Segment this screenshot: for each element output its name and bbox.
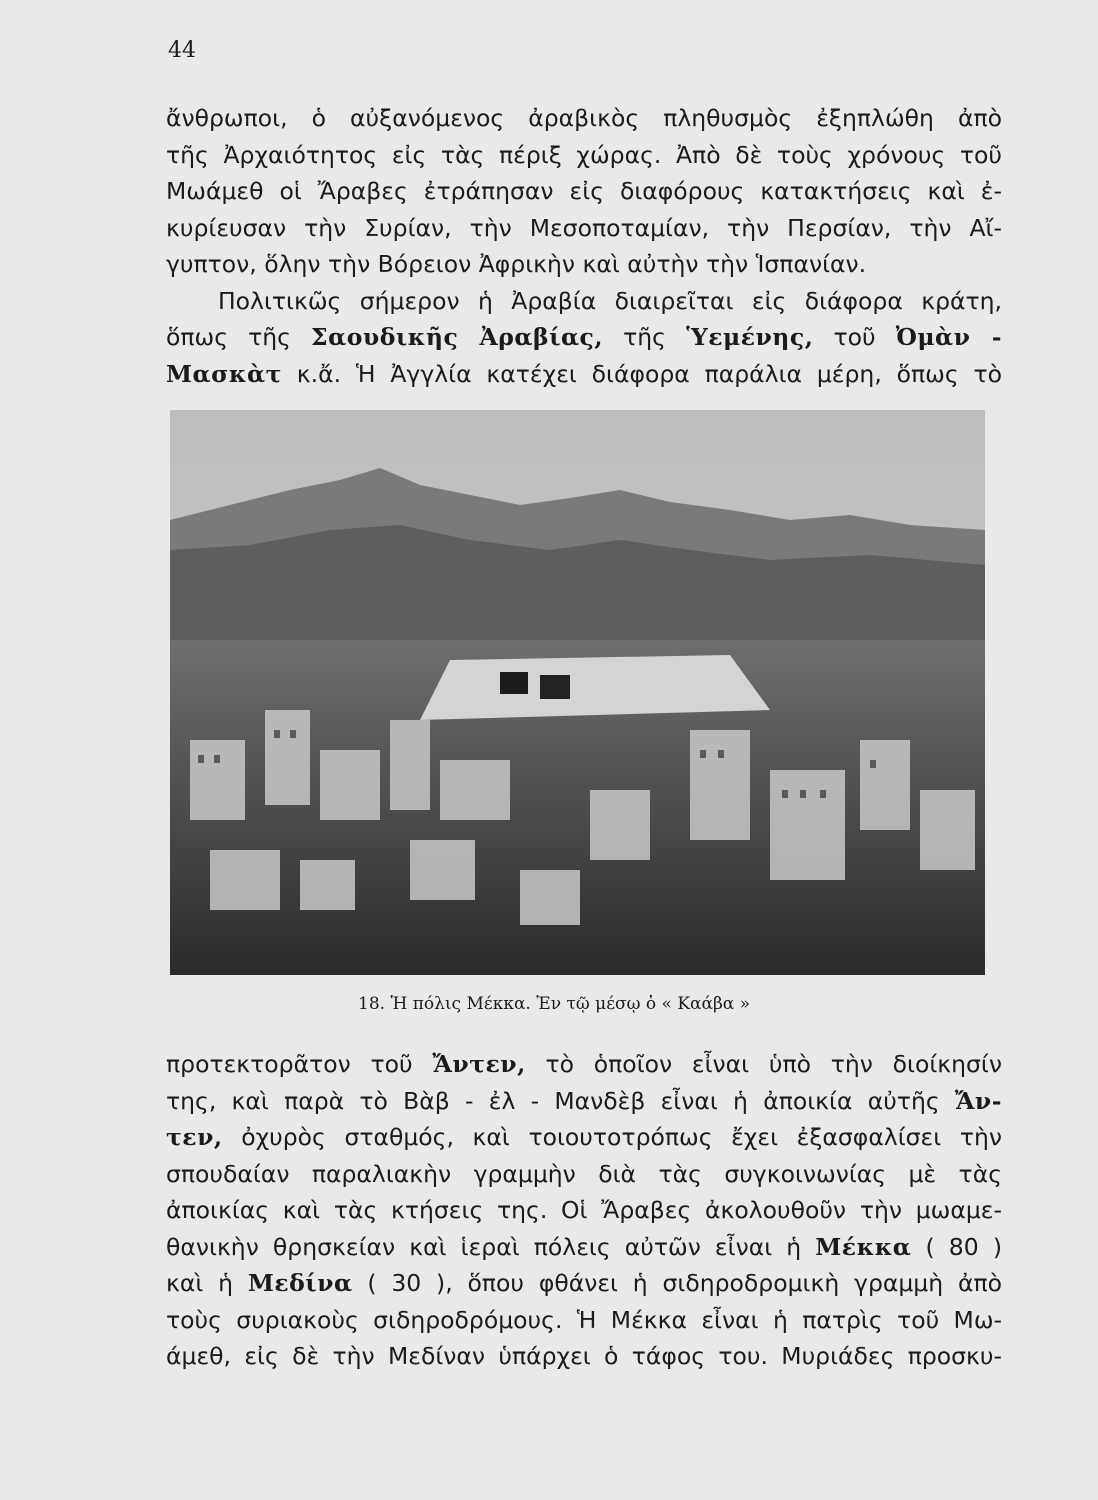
text-line: άμεθ, εἰς δὲ τὴν Μεδίναν ὑπάρχει ὁ τάφος του. Μυριάδες προσκυ- (166, 1342, 1002, 1370)
text-line (166, 356, 1002, 393)
bold-place-name: Ὀμὰν - (895, 323, 1002, 351)
text-line: Μωάμεθ οἱ Ἄραβες ἐτράπησαν εἰς διαφόρους κατακτήσεις καὶ ἐ- (166, 177, 1002, 205)
text-line: τῆς Ἀρχαιότητος εἰς τὰς πέριξ χώρας. Ἀπὸ δὲ τοὺς χρόνους τοῦ (166, 140, 1002, 169)
text-line (166, 1083, 1002, 1120)
text-run: τῆς (603, 323, 687, 351)
text-run: προτεκτορᾶτον τοῦ (166, 1050, 433, 1078)
bold-place-name: Ἄν- (954, 1086, 1002, 1115)
text-line (166, 1265, 1002, 1302)
text-run: τοῦ (813, 323, 896, 351)
text-run: ( 30 ), ὅπου φθάνει ἡ σιδηροδρομικὴ γραμμὴ ἀπὸ (352, 1269, 1002, 1297)
paragraph-1 (166, 100, 1002, 392)
page-number: 44 (168, 38, 196, 63)
paragraph-2 (166, 1046, 1002, 1375)
text-run: ὀχυρὸς σταθμός, καὶ τοιουτοτρόπως ἔχει ἐξασφαλίσει τὴν (222, 1123, 1002, 1151)
text-run: ὅπως τῆς (166, 323, 312, 351)
text-run: κ.ἄ. Ἡ Ἀγγλία κατέχει διάφορα παράλια μέρη, ὅπως τὸ (281, 359, 1002, 388)
text-line (166, 319, 1002, 356)
text-line (166, 1119, 1002, 1156)
bold-place-name: Σαουδικῆς Ἀραβίας, (311, 323, 604, 351)
text-line: Πολιτικῶς σήμερον ἡ Ἀραβία διαιρεῖται εἰς διάφορα κράτη, (218, 286, 1002, 315)
text-line: ἄνθρωποι, ὁ αὐξανόμενος ἀραβικὸς πληθυσμὸς ἐξηπλώθη ἀπὸ (166, 104, 1002, 132)
text-line (166, 1229, 1002, 1266)
text-run: της, καὶ παρὰ τὸ Βὰβ - ἐλ - Μανδὲβ εἶναι ἡ ἀποικία αὐτῆς (166, 1086, 955, 1115)
bold-place-name: Μέκκα (815, 1232, 912, 1261)
bold-place-name: Μεδίνα (247, 1269, 353, 1297)
text-run: καὶ ἡ (166, 1269, 248, 1297)
bold-place-name: Ἄντεν, (432, 1050, 526, 1078)
photo-illustration (170, 410, 985, 975)
text-line: τοὺς συριακοὺς σιδηροδρόμους. Ἡ Μέκκα εἶναι ἡ πατρὶς τοῦ Μω- (166, 1305, 1002, 1334)
figure-caption: 18. Ἡ πόλις Μέκκα. Ἐν τῷ μέσῳ ὁ « Καάβα » (358, 994, 751, 1014)
text-line: κυρίευσαν τὴν Συρίαν, τὴν Μεσοποταμίαν, τὴν Περσίαν, τὴν Αἴ- (166, 213, 1002, 242)
text-line: σπουδαίαν παραλιακὴν γραμμὴν διὰ τὰς συγκοινωνίας μὲ τὰς (166, 1159, 1002, 1188)
bold-place-name: Μασκὰτ (166, 359, 282, 388)
text-run: θανικὴν θρησκείαν καὶ ἱεραὶ πόλεις αὐτῶν εἶναι ἡ (166, 1232, 816, 1261)
bold-place-name: τεν, (166, 1123, 223, 1151)
bold-place-name: Ὑεμένης, (686, 323, 814, 351)
mecca-photograph (170, 410, 985, 975)
text-line (166, 1046, 1002, 1083)
text-run: τὸ ὁποῖον εἶναι ὑπὸ τὴν διοίκησίν (525, 1050, 1002, 1078)
text-line: γυπτον, ὅλην τὴν Βόρειον Ἀφρικὴν καὶ αὐτὴν τὴν Ἱσπανίαν. (166, 250, 867, 278)
text-run: ( 80 ) (911, 1232, 1002, 1261)
text-line: ἀποικίας καὶ τὰς κτήσεις της. Οἱ Ἄραβες ἀκολουθοῦν τὴν μωαμε- (166, 1196, 1002, 1224)
